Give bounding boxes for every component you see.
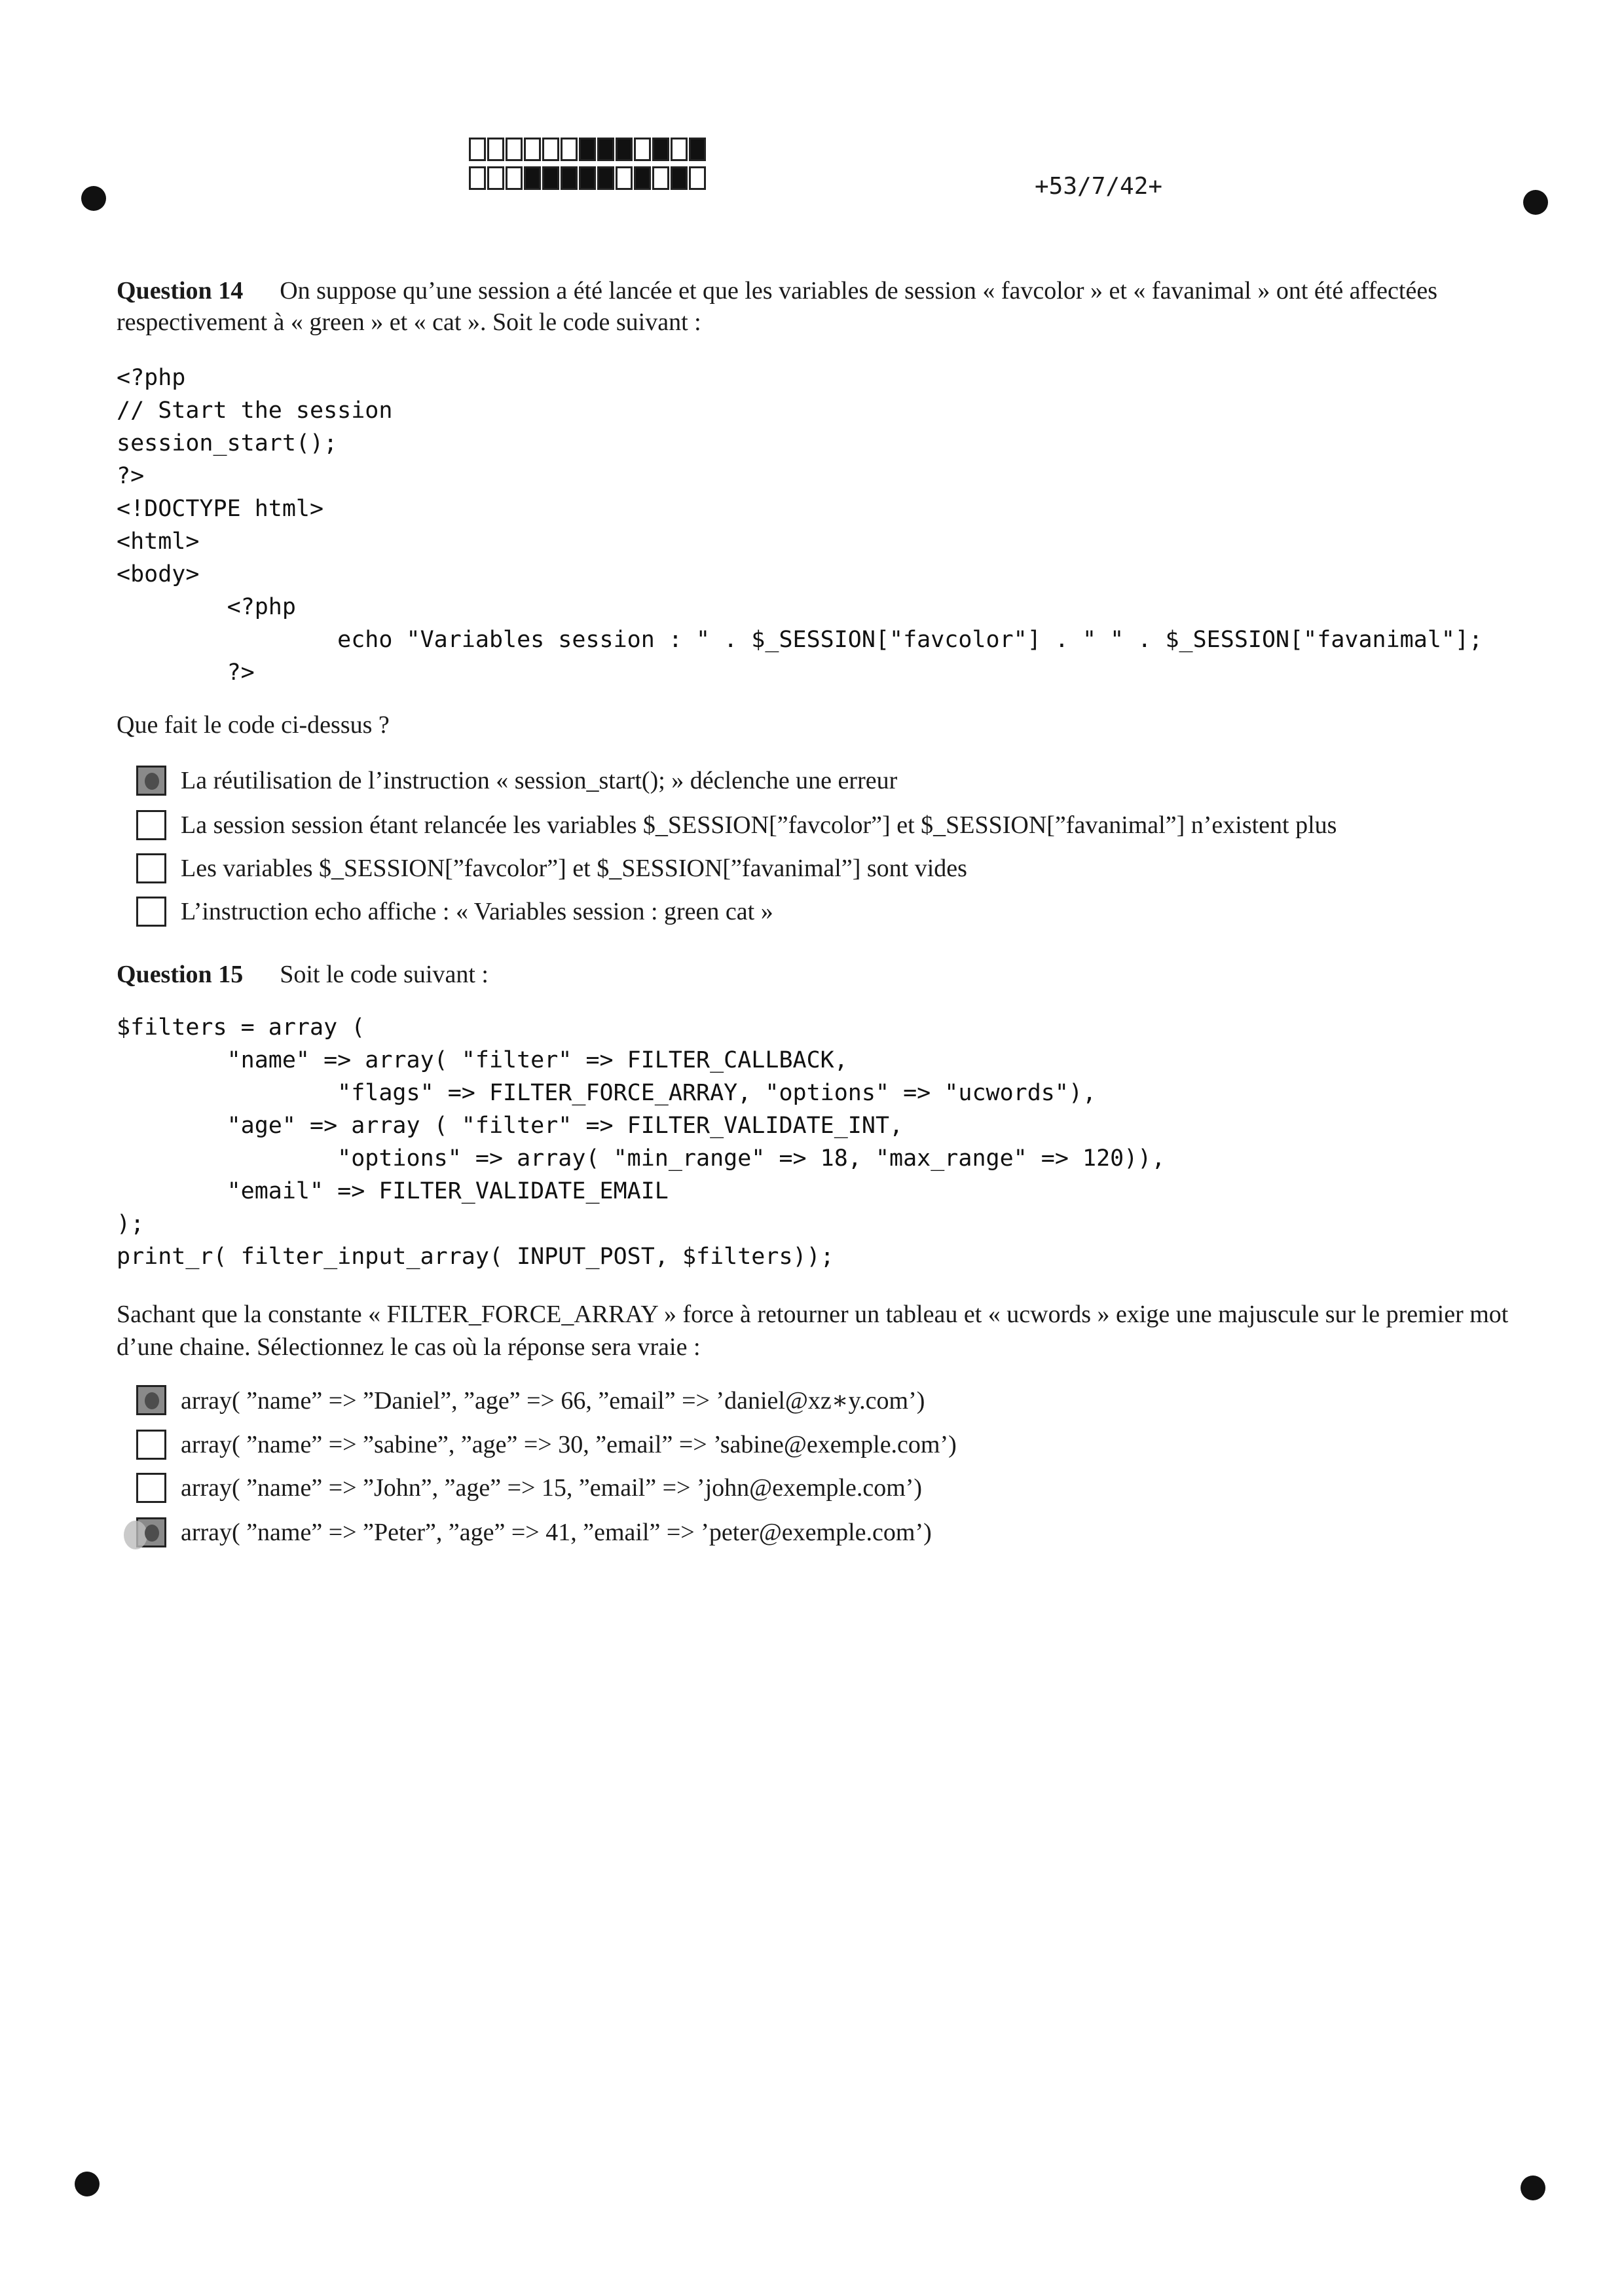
question-15 — [117, 959, 1518, 990]
question-14-prompt: Que fait le code ci-dessus ? — [117, 711, 390, 739]
q14-checkbox-4[interactable] — [136, 897, 166, 927]
registration-mark-top-left — [81, 186, 106, 211]
q15-option-1-text: array( ”name” => ”Daniel”, ”age” => 66, ”email” => ’daniel@xz∗y.com’) — [181, 1386, 925, 1415]
q15-option-4[interactable] — [136, 1515, 932, 1549]
question-14-label: Question 14 — [117, 277, 244, 305]
q14-option-4-text: L’instruction echo affiche : « Variables session : green cat » — [181, 898, 773, 925]
q14-checkbox-1[interactable] — [136, 766, 166, 796]
q14-checkbox-3[interactable] — [136, 853, 166, 883]
q15-checkbox-3[interactable] — [136, 1473, 166, 1503]
q15-option-4-text: array( ”name” => ”Peter”, ”age” => 41, ”email” => ’peter@exemple.com’) — [181, 1519, 932, 1546]
page-barcode — [469, 138, 707, 195]
q14-option-1-text: La réutilisation de l’instruction « session_start(); » déclenche une erreur — [181, 767, 898, 794]
registration-mark-bottom-left — [75, 2172, 100, 2196]
registration-mark-bottom-right — [1521, 2176, 1545, 2200]
question-14-text: On suppose qu’une session a été lancée et que les variables de session « favcolor » et « favanimal » ont été affectées respectivement à « green » et « cat ». Soit le code suivant : — [117, 277, 1437, 336]
q15-option-3-text: array( ”name” => ”John”, ”age” => 15, ”email” => ’john@exemple.com’) — [181, 1474, 923, 1502]
question-14 — [117, 275, 1518, 338]
q14-option-3-text: Les variables $_SESSION[”favcolor”] et $_SESSION[”favanimal”] sont vides — [181, 855, 967, 882]
question-15-label: Question 15 — [117, 961, 244, 988]
q15-option-3[interactable] — [136, 1471, 922, 1505]
question-14-code: <?php // Start the session session_start(); ?> <!DOCTYPE html> <html> <body> <?php echo "Variables session : " . $_SESSION["favcolor"] . " " . $_SESSION["favanimal"]; ?> — [117, 365, 1483, 686]
q14-option-3[interactable] — [136, 851, 967, 885]
pencil-smudge — [124, 1521, 147, 1549]
q15-checkbox-1[interactable] — [136, 1385, 166, 1415]
q14-checkbox-2[interactable] — [136, 810, 166, 840]
q15-option-1[interactable] — [136, 1383, 925, 1417]
q15-option-2-text: array( ”name” => ”sabine”, ”age” => 30, ”email” => ’sabine@exemple.com’) — [181, 1431, 957, 1458]
q14-option-2[interactable] — [136, 808, 1337, 842]
registration-mark-top-right — [1523, 190, 1548, 215]
q14-option-1[interactable] — [136, 764, 897, 798]
q15-checkbox-4[interactable] — [136, 1517, 166, 1547]
q14-option-4[interactable] — [136, 895, 773, 929]
question-15-code: $filters = array ( "name" => array( "filter" => FILTER_CALLBACK, "flags" => FILTER_FORCE_ARRAY, "options" => "ucwords"), "age" => array ( "filter" => FILTER_VALIDATE_INT, "options" => array( "min_range" => 18, "max_range" => 120)), "email" => FILTER_VALIDATE_EMAIL ); print_r( filter_input_array( INPUT_POST, $filters)); — [117, 1014, 1166, 1270]
question-15-prompt: Sachant que la constante « FILTER_FORCE_ARRAY » force à retourner un tableau et « ucwords » exige une majuscule sur le premier mot d’une chaine. Sélectionnez le cas où la réponse sera vraie : — [117, 1301, 1509, 1361]
q15-option-2[interactable] — [136, 1428, 957, 1462]
page-identifier: +53/7/42+ — [1035, 173, 1163, 200]
q14-option-2-text: La session session étant relancée les variables $_SESSION[”favcolor”] et $_SESSION[”favanimal”] n’existent plus — [181, 811, 1337, 839]
q15-checkbox-2[interactable] — [136, 1430, 166, 1460]
question-15-text: Soit le code suivant : — [280, 961, 489, 988]
